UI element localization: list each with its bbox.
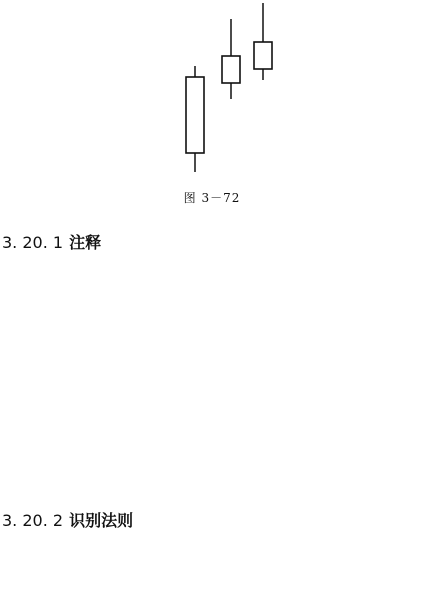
section-title: 注释 xyxy=(69,233,102,252)
section-number: 3. 20. 1 xyxy=(2,233,64,252)
candlestick-figure xyxy=(0,0,424,222)
candle-1-body xyxy=(186,77,204,153)
section-title: 识别法则 xyxy=(69,511,134,530)
section-heading-rules xyxy=(2,508,133,531)
candle-3-body xyxy=(254,42,272,69)
candlestick-chart xyxy=(0,0,424,200)
section-heading-notes xyxy=(2,230,101,253)
section-number: 3. 20. 2 xyxy=(2,511,64,530)
figure-caption: 图 3－72 xyxy=(183,191,241,205)
candle-2-body xyxy=(222,56,240,83)
